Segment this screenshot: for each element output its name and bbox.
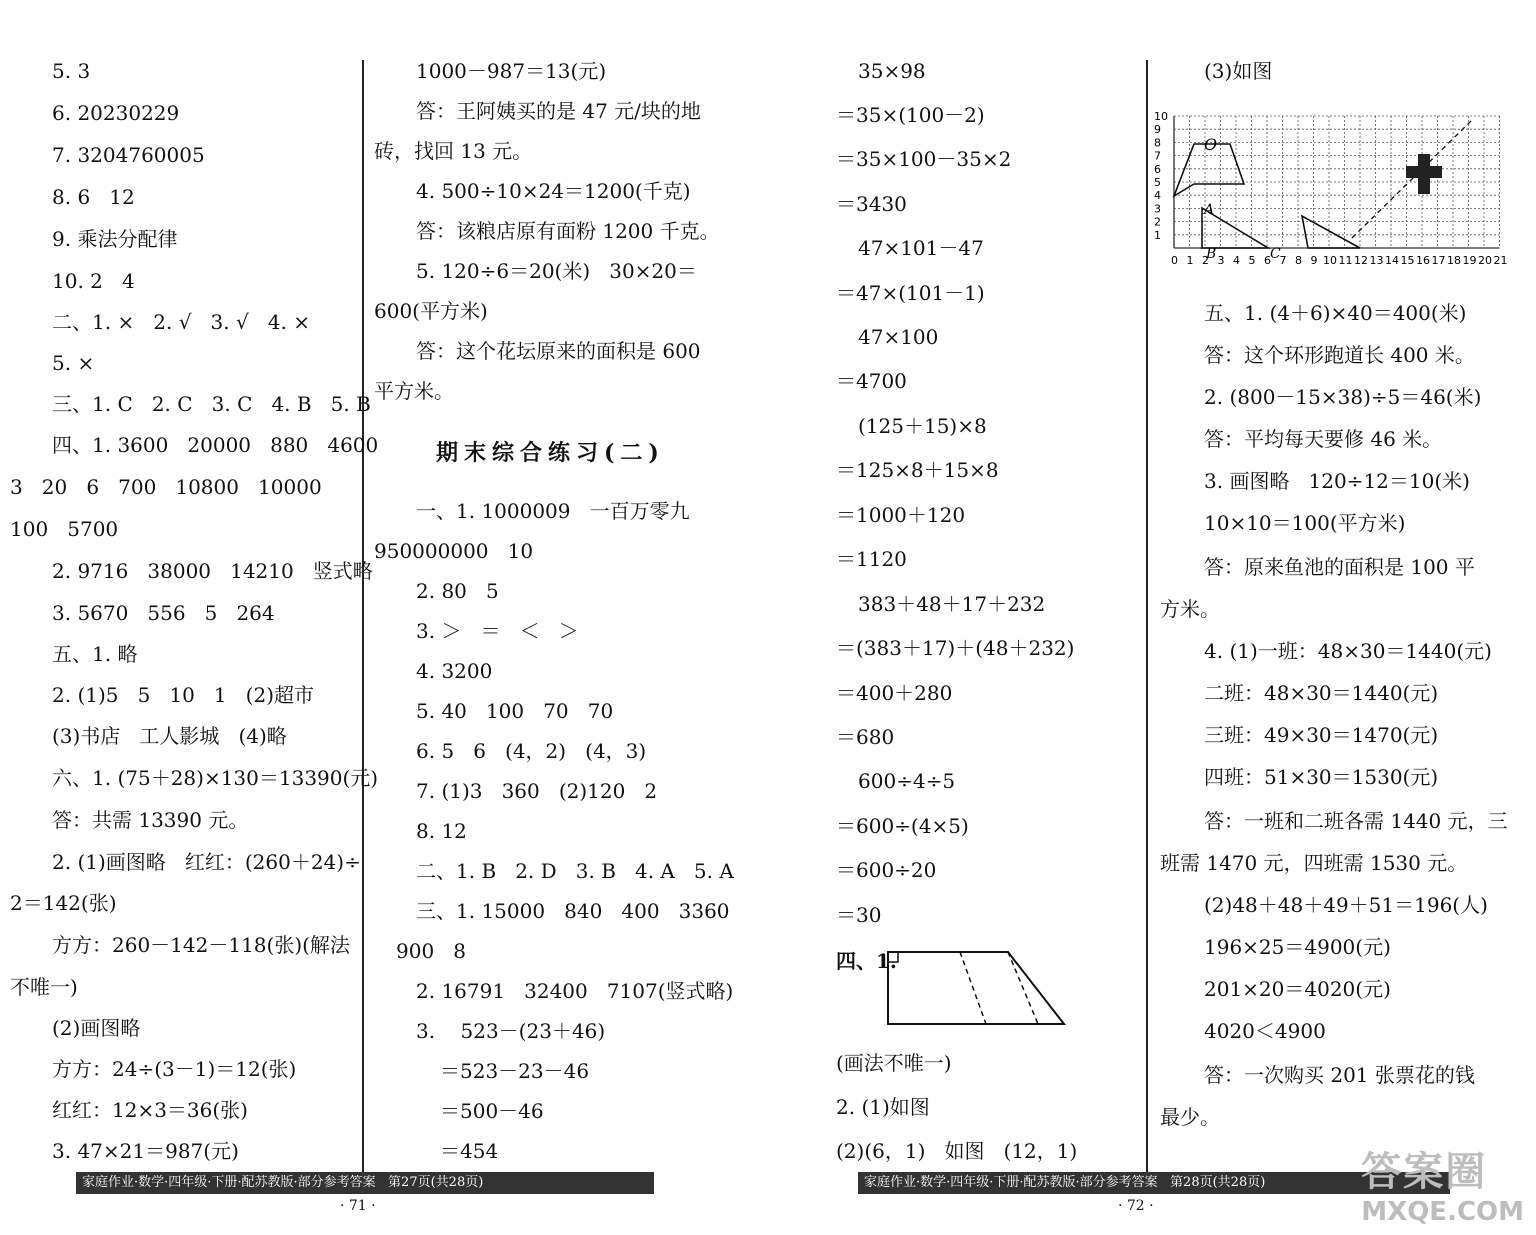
right-angle-mark	[888, 952, 898, 962]
answer-line: 四、1. 3600 20000 880 4600	[52, 433, 379, 457]
answer-line: 二、1. B 2. D 3. B 4. A 5. A	[416, 859, 734, 883]
answer-line: 3. 画图略 120÷12＝10(米)	[1204, 469, 1470, 493]
grid-x-label: 19	[1462, 254, 1477, 267]
answer-line: 5. 40 100 70 70	[416, 699, 614, 723]
answer-line: ＝400＋280	[836, 681, 953, 705]
answer-line: 三、1. 15000 840 400 3360	[416, 899, 730, 923]
grid-dashed-line	[1352, 120, 1472, 238]
answer-line: 8. 6 12	[52, 185, 135, 209]
answer-line: 答：平均每天要修 46 米。	[1204, 427, 1443, 451]
answer-line: ＝(383＋17)＋(48＋232)	[836, 636, 1075, 660]
answer-line: 600÷4÷5	[858, 769, 956, 793]
answer-line: 10×10＝100(平方米)	[1204, 511, 1406, 535]
answer-line: 答：王阿姨买的是 47 元/块的地	[416, 99, 701, 123]
answer-line: 答：这个花坛原来的面积是 600	[416, 339, 701, 363]
answer-line: 47×100	[858, 325, 939, 349]
page-number-right: · 72 ·	[1118, 1198, 1154, 1214]
answer-line: ＝680	[836, 725, 895, 749]
answer-line: 6. 5 6 (4，2) (4，3)	[416, 739, 647, 763]
answer-line: 9. 乘法分配律	[52, 227, 178, 251]
grid-x-label: 7	[1279, 254, 1287, 267]
grid-y-labels	[1154, 110, 1168, 242]
grid-lines	[1174, 116, 1500, 248]
grid-y-label: 9	[1154, 123, 1161, 137]
answer-line: 4020＜4900	[1204, 1019, 1326, 1043]
answer-line: 6. 20230229	[52, 101, 180, 125]
trapezoid-outline	[888, 952, 1064, 1024]
grid-x-label: 6	[1264, 254, 1271, 267]
answer-line: (3)如图	[1204, 59, 1273, 83]
answer-line: ＝454	[440, 1139, 499, 1163]
grid-x-label: 18	[1447, 254, 1461, 267]
grid-y-label: 8	[1154, 136, 1161, 150]
answer-line: 3. ＞ ＝ ＜ ＞	[416, 619, 579, 643]
grid-y-label: 5	[1154, 176, 1161, 189]
grid-x-label: 9	[1310, 254, 1318, 267]
grid-shape-triangle	[1302, 216, 1360, 248]
grid-point-label: A	[1204, 202, 1215, 218]
answer-line: 三班：49×30＝1470(元)	[1204, 723, 1439, 747]
grid-x-label: 1	[1186, 254, 1194, 267]
answer-line: 1000－987＝13(元)	[416, 59, 607, 83]
answer-line: 7. (1)3 360 (2)120 2	[416, 779, 658, 803]
answer-line: 7. 3204760005	[52, 143, 205, 167]
answer-line: 答：一次购买 201 张票花的钱	[1204, 1063, 1475, 1087]
grid-x-label: 20	[1478, 254, 1492, 267]
answer-line: ＝3430	[836, 192, 907, 216]
answer-line: 900 8	[396, 939, 466, 963]
grid-x-label: 13	[1369, 254, 1384, 267]
grid-y-label: 7	[1154, 149, 1161, 163]
answer-line: (125＋15)×8	[858, 414, 987, 438]
answer-line: 方米。	[1160, 597, 1220, 621]
answer-line: 2＝142(张)	[10, 891, 117, 915]
answer-line: 五、1. 略	[52, 642, 138, 666]
answer-line: ＝125×8＋15×8	[836, 458, 999, 482]
dashed-cut-line	[1008, 952, 1038, 1024]
grid-x-label: 15	[1400, 254, 1415, 267]
answer-line: (3)书店 工人影城 (4)略	[52, 724, 287, 748]
grid-y-label: 2	[1154, 215, 1161, 229]
grid-x-label: 14	[1385, 254, 1399, 267]
answer-line: 600(平方米)	[374, 299, 488, 323]
answer-line: 方方：260－142－118(张)(解法	[52, 933, 350, 957]
answer-line: 4. (1)一班：48×30＝1440(元)	[1204, 639, 1492, 663]
answer-line: (2)画图略	[52, 1016, 141, 1040]
grid-y-label: 10	[1154, 110, 1168, 123]
grid-x-label: 17	[1431, 254, 1446, 267]
answer-line: 196×25＝4900(元)	[1204, 935, 1391, 959]
grid-x-label: 5	[1248, 254, 1256, 267]
answer-line: 5. 3	[52, 59, 91, 83]
watermark	[1361, 1140, 1524, 1227]
answer-line: 二、1. × 2. √ 3. √ 4. ×	[52, 310, 310, 334]
watermark-site: MXQE.COM	[1361, 1197, 1524, 1227]
grid-y-label: 6	[1154, 162, 1161, 176]
answer-line: 201×20＝4020(元)	[1204, 977, 1391, 1001]
answer-line: ＝1120	[836, 547, 907, 571]
trapezoid-figure	[878, 940, 1078, 1030]
grid-x-label: 4	[1233, 254, 1240, 267]
section-heading: 期末综合练习(二)	[436, 440, 665, 466]
answer-line: 8. 12	[416, 819, 467, 843]
answer-line: 3. 523－(23＋46)	[416, 1019, 606, 1043]
answer-line: 2. (1)画图略 红红：(260＋24)÷	[52, 850, 361, 874]
answer-line: ＝30	[836, 903, 882, 927]
grid-x-label: 2	[1202, 254, 1209, 267]
answer-line: ＝35×(100－2)	[836, 103, 985, 127]
answer-line: 六、1. (75＋28)×130＝13390(元)	[52, 766, 379, 790]
answer-line: 五、1. (4＋6)×40＝400(米)	[1204, 301, 1467, 325]
page-number-left: · 71 ·	[340, 1198, 376, 1214]
answer-line: ＝47×(101－1)	[836, 281, 985, 305]
watermark-logo: 答案圈	[1361, 1149, 1488, 1195]
answer-line: 答：一班和二班各需 1440 元，三	[1204, 809, 1508, 833]
answer-line: 2. 9716 38000 14210 竖式略	[52, 559, 373, 583]
answer-line: (2)(6，1) 如图 (12，1)	[836, 1139, 1078, 1163]
answer-line: 2. 16791 32400 7107(竖式略)	[416, 979, 734, 1003]
answer-line: 三、1. C 2. C 3. C 4. B 5. B	[52, 392, 371, 416]
answer-line: ＝500－46	[440, 1099, 544, 1123]
answer-line: 红红：12×3＝36(张)	[52, 1098, 248, 1122]
answer-line: ＝523－23－46	[440, 1059, 590, 1083]
dashed-cut-line	[960, 952, 986, 1024]
answer-line: 2. 80 5	[416, 579, 499, 603]
answer-line: ＝4700	[836, 369, 907, 393]
answer-line: 47×101－47	[858, 236, 984, 260]
answer-line: 100 5700	[10, 517, 119, 541]
answer-line: 不唯一)	[10, 975, 78, 999]
answer-line: 950000000 10	[374, 539, 534, 563]
answer-line: 最少。	[1160, 1105, 1220, 1129]
answer-line: 3. 5670 556 5 264	[52, 601, 275, 625]
answer-line: 2. (1)如图	[836, 1095, 930, 1119]
answer-line: 5. 120÷6＝20(米) 30×20＝	[416, 259, 697, 283]
grid-x-label: 0	[1171, 254, 1178, 267]
grid-x-label: 16	[1416, 254, 1430, 267]
answer-line: 2. (800－15×38)÷5＝46(米)	[1204, 385, 1482, 409]
column-divider	[362, 60, 364, 1180]
grid-point-label: C	[1270, 246, 1281, 262]
answer-line: 3. 47×21＝987(元)	[52, 1139, 239, 1163]
grid-x-label: 8	[1295, 254, 1302, 267]
column-divider	[1146, 60, 1148, 1180]
answer-line: 方方：24÷(3－1)＝12(张)	[52, 1057, 297, 1081]
grid-x-label: 3	[1217, 254, 1225, 267]
answer-line: 3 20 6 700 10800 10000	[10, 475, 322, 499]
answer-line: 5. ×	[52, 351, 95, 375]
grid-point-label: O	[1204, 135, 1218, 154]
answer-line: 二班：48×30＝1440(元)	[1204, 681, 1439, 705]
answer-line: ＝1000＋120	[836, 503, 966, 527]
answer-line: 383＋48＋17＋232	[858, 592, 1046, 616]
answer-line: 平方米。	[374, 379, 454, 403]
answer-line: ＝600÷20	[836, 858, 937, 882]
grid-y-label: 4	[1154, 189, 1161, 203]
answer-line: ＝35×100－35×2	[836, 147, 1012, 171]
answer-line: 答：共需 13390 元。	[52, 808, 249, 832]
footer-bar-left: 家庭作业·数学·四年级·下册·配苏教版·部分参考答案 第27页(共28页)	[76, 1172, 654, 1194]
grid-x-label: 21	[1493, 254, 1508, 267]
footer-bar-right: 家庭作业·数学·四年级·下册·配苏教版·部分参考答案 第28页(共28页)	[858, 1172, 1450, 1194]
grid-x-label: 10	[1323, 254, 1337, 267]
grid-x-label: 11	[1338, 254, 1353, 267]
answer-line: 四、1.	[836, 949, 897, 973]
answer-line: (画法不唯一)	[836, 1051, 952, 1075]
answer-line: ＝600÷(4×5)	[836, 814, 969, 838]
answer-line: 4. 500÷10×24＝1200(千克)	[416, 179, 691, 203]
coordinate-grid-figure	[1152, 98, 1516, 282]
answer-line: 4. 3200	[416, 659, 493, 683]
answer-line: 2. (1)5 5 10 1 (2)超市	[52, 683, 315, 707]
answer-line: 一、1. 1000009 一百万零九	[416, 499, 690, 523]
answer-line: 砖，找回 13 元。	[374, 139, 533, 163]
answer-line: 班需 1470 元，四班需 1530 元。	[1160, 851, 1468, 875]
answer-line: 10. 2 4	[52, 269, 135, 293]
answer-line: 答：这个环形跑道长 400 米。	[1204, 343, 1475, 367]
answer-line: 四班：51×30＝1530(元)	[1204, 765, 1439, 789]
grid-cross-shape	[1406, 154, 1442, 194]
grid-x-label: 12	[1354, 254, 1368, 267]
answer-line: 35×98	[858, 59, 926, 83]
answer-line: (2)48＋48＋49＋51＝196(人)	[1204, 893, 1488, 917]
grid-x-labels	[1171, 254, 1508, 267]
answer-line: 答：原来鱼池的面积是 100 平	[1204, 555, 1475, 579]
answer-line: 答：该粮店原有面粉 1200 千克。	[416, 219, 720, 243]
grid-y-label: 3	[1154, 202, 1161, 216]
grid-y-label: 1	[1154, 228, 1161, 242]
grid-point-label: B	[1206, 246, 1217, 262]
